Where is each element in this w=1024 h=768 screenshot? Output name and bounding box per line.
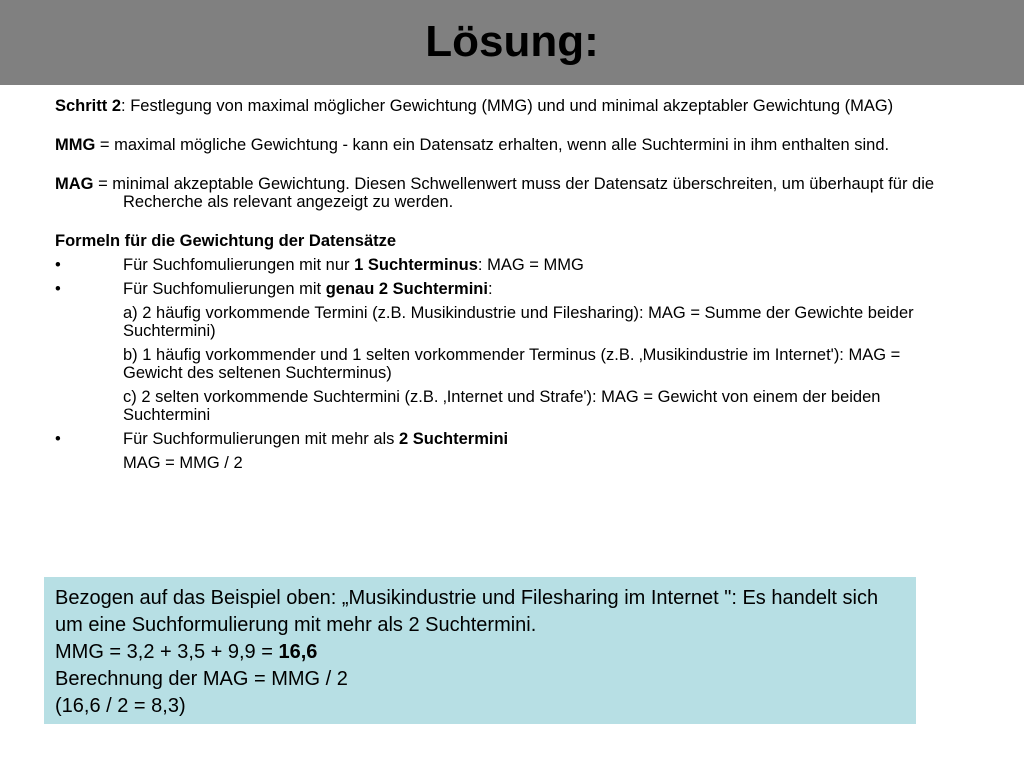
- sub-item-b: b) 1 häufig vorkommender und 1 selten vorkommender Terminus (z.B. ‚Musikindustrie im Internet'): MAG = Gewicht des seltenen Suchterminus): [123, 346, 901, 382]
- mag-text: = minimal akzeptable Gewichtung. Diesen Schwellenwert muss der Datensatz überschreiten, um überhaupt für die Recherche als relevant angezeigt zu werden.: [93, 175, 935, 211]
- example-mag-calc: Berechnung der MAG = MMG / 2: [55, 668, 348, 690]
- mag-label: MAG: [55, 175, 94, 193]
- example-result: (16,6 / 2 = 8,3): [55, 695, 186, 717]
- sub-item-a: a) 2 häufig vorkommende Termini (z.B. Musikindustrie und Filesharing): MAG = Summe der Gewichte beider Suchtermini): [123, 304, 914, 340]
- bullet-item: [55, 430, 955, 448]
- mmg-label: MMG: [55, 136, 96, 154]
- mmg-result: 16,6: [278, 641, 318, 663]
- formula-last: MAG = MMG / 2: [123, 454, 243, 472]
- slide-content: [55, 97, 955, 478]
- mmg-paragraph: [55, 136, 955, 154]
- bullet-text: Für Suchfomulierungen mit genau 2 Suchtermini:: [123, 280, 493, 298]
- example-intro: Bezogen auf das Beispiel oben: „Musikindustrie und Filesharing im Internet ": Es handelt sich um eine Suchformulierung mit mehr als 2 Suchtermini.: [55, 587, 879, 636]
- step-label: Schritt 2: [55, 97, 122, 115]
- bullet-item: [55, 280, 955, 298]
- bullet-text: Für Suchfomulierungen mit nur 1 Suchterminus: MAG = MMG: [123, 256, 584, 274]
- example-box: [44, 577, 916, 724]
- bullet-item: [55, 256, 955, 274]
- page-title: Lösung:: [425, 17, 599, 66]
- sub-item-c: c) 2 selten vorkommende Suchtermini (z.B. ‚Internet und Strafe'): MAG = Gewicht von einem der beiden Suchtermini: [123, 388, 881, 424]
- step-text: : Festlegung von maximal möglicher Gewichtung (MMG) und und minimal akzeptabler Gewichtung (MAG): [121, 97, 894, 115]
- step-paragraph: [55, 97, 955, 115]
- bullet-icon: •: [55, 256, 61, 274]
- bullet-text: Für Suchformulierungen mit mehr als 2 Suchtermini: [123, 430, 509, 448]
- mmg-text: = maximal mögliche Gewichtung - kann ein Datensatz erhalten, wenn alle Suchtermini in ihm enthalten sind.: [95, 136, 890, 154]
- bullet-icon: •: [55, 280, 61, 298]
- mag-paragraph: [55, 175, 955, 211]
- formulas-heading: Formeln für die Gewichtung der Datensätze: [55, 232, 397, 250]
- example-mmg: MMG = 3,2 + 3,5 + 9,9 = 16,6: [55, 641, 318, 663]
- bullet-icon: •: [55, 430, 61, 448]
